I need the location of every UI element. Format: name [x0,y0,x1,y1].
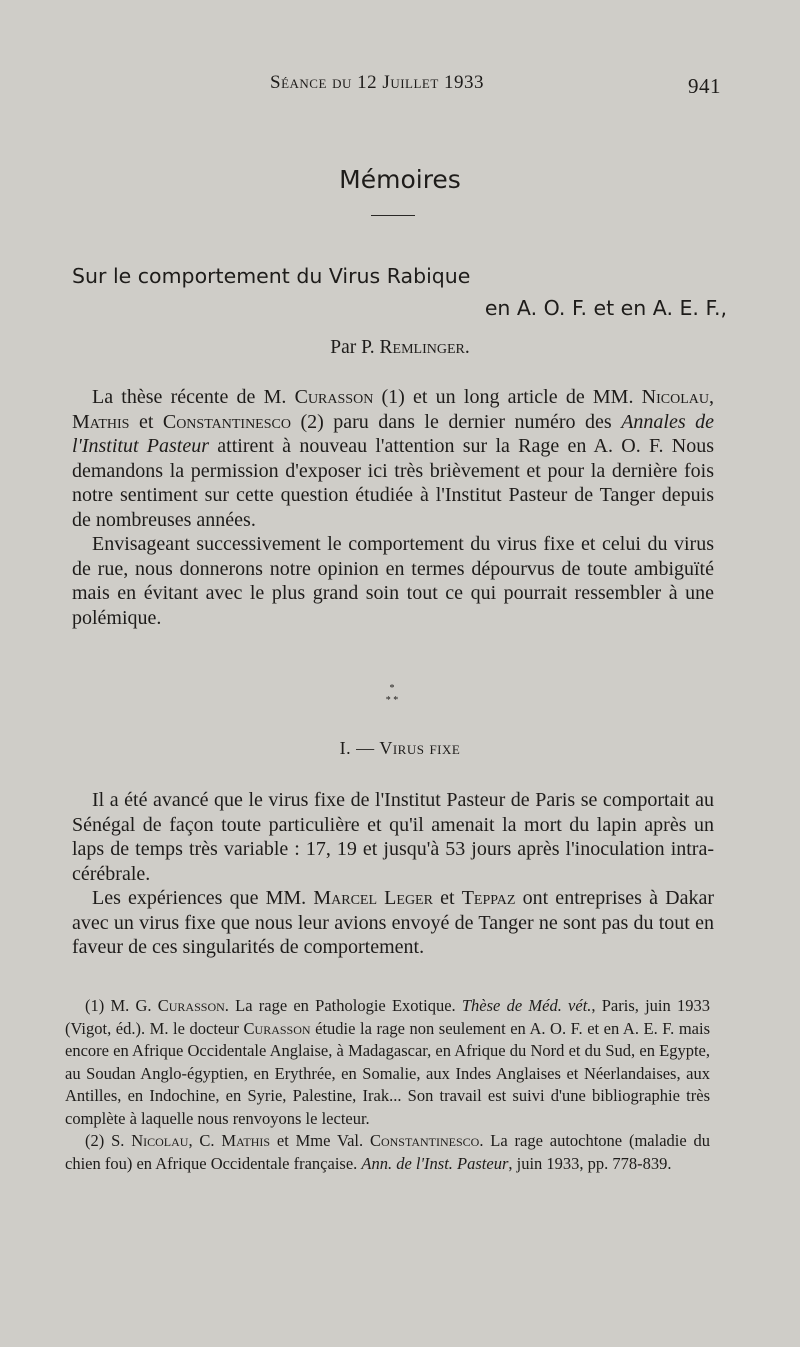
citation-title: Thèse de Méd. vét. [461,996,592,1015]
footnote-1 [65,995,710,1130]
author-name: Curasson [243,1018,311,1038]
author-name: Curasson [157,996,225,1015]
text: ont entreprises à Dakar avec un virus fixe que nous leur avions envoyé de Tanger ne sont pas du tout en faveur de ces singularités de comportement. [72,887,714,958]
text: et [129,410,163,433]
paragraph-2: Envisageant successivement le comportement du virus fixe et celui du virus de rue, nous donnerons notre opinion en termes dépourvus de toute ambiguïté mais en évitant avec le plus grand soin tout ce qui pourrait ressembler à une polémique. [72,533,714,629]
text: , C. [188,1131,222,1150]
text: (1) et un long article de MM. [373,386,642,408]
section-separator-stars [380,683,404,713]
text: (2) paru dans le dernier numéro des [290,410,622,433]
body-text-virus-fixe [72,788,714,960]
journal-title: Annales de l'Institut Pasteur [72,410,714,457]
author-name: Nicolau [131,1131,189,1150]
text: M. G. [104,996,158,1015]
star-bottom: * * [385,695,399,706]
body-text-intro [72,385,714,630]
author-name: Constantinesco [162,410,291,433]
running-head-title: Séance du 12 Juillet 1933 [270,72,485,93]
text: . La rage autochtone (maladie du chien fou) en Afrique Occidentale française. [65,1131,711,1173]
paragraph-3: Il a été avancé que le virus fixe de l'Institut Pasteur de Paris se comportait au Sénégal de façon toute particulière et qu'il amenait la mort du lapin après un laps de temps très variable : 17, 19 et jusqu'à 53 jours après l'inoculation intra-cérébrale. [72,789,714,885]
text: S. [104,1131,132,1150]
text: et [432,887,462,909]
title-rule [371,215,415,216]
section-title: Mémoires [339,165,461,194]
text: , juin 1933, pp. 778-839. [508,1153,672,1173]
paragraph-4 [72,886,714,960]
author-name: Teppaz [461,887,516,909]
text: Les expériences que MM. [92,887,314,909]
byline [0,337,800,359]
star-top: * [389,683,395,694]
author-name: Mathis [72,410,130,433]
footnote-number: (1) [85,996,105,1015]
byline-prefix: Par P. [330,337,380,358]
article-title [72,260,732,324]
text: étudie la rage non seulement en A. O. F. et en A. E. F. mais encore en Afrique Occidentale Anglaise, à Madagascar, en Afrique du Nord et du Sud, en Egypte, au Soudan Anglo-égyptien, en Erythrée, en Somalie, aux Indes Anglaises et Néerlandaises, aux Antilles, en Indochine, en Syrie, Palestine, Irak... Son travail est suivi d'une bibliographie très complète à laquelle nous renvoyons le lecteur. [65,1018,710,1128]
paragraph-1 [72,385,714,532]
footnotes [65,995,710,1175]
author-name: Mathis [221,1131,271,1150]
text: , [709,386,714,408]
text: attirent à nouveau l'attention sur la Rage en A. O. F. Nous demandons la permission d'exposer ici très brièvement et pour la dernière fois notre sentiment sur cette question étudiée à l'Institut Pasteur de Tanger depuis de nombreuses années. [72,435,714,531]
article-title-line-2: en A. O. F. et en A. E. F., [484,296,727,320]
author-name: Constantinesco [369,1131,480,1150]
author-name: Nicolau [641,386,709,408]
article-title-line-1: Sur le comportement du Virus Rabique [72,264,471,288]
running-head [0,72,800,102]
byline-author: Remlinger. [379,337,470,358]
text: . La rage en Pathologie Exotique. [224,996,462,1015]
footnote-2 [65,1130,710,1175]
footnote-number: (2) [85,1131,105,1150]
text: , Paris, juin 1933 (Vigot, éd.). M. le docteur [65,996,710,1038]
page-number: 941 [688,74,721,98]
text: La thèse récente de M. [92,386,295,408]
author-name: Curasson [294,386,374,408]
text: et Mme Val. [270,1131,370,1150]
section-heading-virus-fixe: I. — Virus fixe [339,738,461,758]
citation-title: Ann. de l'Inst. Pasteur [361,1153,509,1173]
author-name: Marcel Leger [313,887,433,909]
